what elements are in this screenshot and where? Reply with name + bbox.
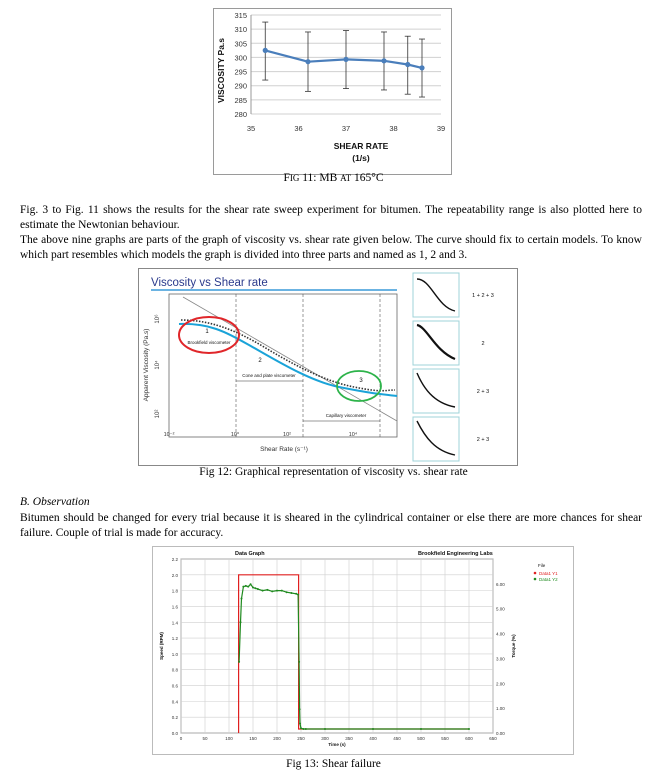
fig11-data-point (405, 62, 410, 67)
fig13-x-tick-label: 400 (369, 736, 377, 741)
fig11-chart (214, 9, 451, 174)
fig13-title-right: Brookfield Engineering Labs (418, 551, 493, 557)
fig11-y-tick-label: 315 (234, 11, 247, 20)
fig13-data-point (299, 708, 301, 710)
fig13-data-point (257, 588, 259, 590)
fig13-data-point (302, 728, 304, 730)
fig13-data-point (420, 728, 422, 730)
fig13-data-point (250, 583, 252, 585)
fig12-annotation-brookfield: Brookfield viscometer (187, 340, 231, 345)
fig13-data-point (281, 590, 283, 592)
fig11-x-tick-label: 38 (389, 124, 398, 133)
fig11-x-tick-label: 37 (341, 124, 351, 133)
fig11-y-tick-label: 310 (234, 25, 247, 35)
fig13-data-point (297, 594, 299, 596)
fig11-chart-frame (213, 8, 452, 175)
fig12-x-tick-label: 10⁴ (348, 432, 358, 438)
fig13-chart (153, 547, 573, 754)
fig13-legend-entry: Data1 Y1 (539, 571, 558, 576)
fig11-y-tick-label: 300 (234, 53, 247, 63)
fig13-data-point (240, 598, 242, 600)
fig11-caption: FIG 11: MB AT 165°C (283, 172, 384, 184)
fig11-y-tick-label: 285 (234, 95, 247, 105)
fig12-y-axis-label: Apparent Viscosity (Pa.s) (143, 328, 150, 402)
fig13-plot-area (181, 559, 493, 733)
fig11-x-axis-label: SHEAR RATE (333, 141, 389, 151)
fig13-x-tick-label: 200 (273, 736, 281, 741)
fig13-y-tick-label: 0.0 (171, 731, 178, 736)
fig13-x-tick-label: 100 (225, 736, 233, 741)
fig13-x-tick-label: 450 (393, 736, 401, 741)
fig13-x-tick-label: 150 (249, 736, 257, 741)
fig13-data-point (247, 586, 249, 588)
fig13-y2-axis-label: Torque (%) (511, 634, 516, 658)
fig13-y-tick-label: 0.6 (171, 683, 178, 689)
fig13-data-point (324, 728, 326, 730)
fig12-side-panel (413, 321, 485, 365)
fig12-y-tick-label: 10⁶ (155, 314, 161, 324)
fig13-y-tick-label: 1.4 (171, 620, 178, 626)
fig13-y-tick-label: 0.4 (171, 699, 178, 705)
fig12-side-panel-label: 2 + 3 (476, 437, 490, 443)
fig13-data-point (290, 592, 292, 594)
fig13-y2-tick-label: 2.00 (496, 681, 505, 687)
fig13-y-tick-label: 2.2 (171, 557, 178, 562)
fig13-data-point (254, 587, 256, 589)
fig13-legend-title: File (538, 563, 546, 568)
fig13-data-point (276, 590, 278, 592)
fig13-data-point (468, 728, 470, 730)
fig13-chart-frame (152, 546, 574, 755)
fig12-y-tick-label: 10² (155, 409, 161, 419)
fig12-chart-frame (138, 268, 518, 466)
fig13-legend-marker (534, 578, 537, 581)
fig12-side-panel (413, 273, 494, 317)
fig13-y2-tick-label: 4.00 (496, 631, 505, 637)
fig13-x-axis-label: Time (s) (328, 742, 346, 747)
fig11-data-point (343, 57, 348, 62)
fig13-x-tick-label: 0 (179, 736, 183, 741)
fig12-y-tick-label: 10⁴ (155, 360, 161, 370)
fig13-data-point (271, 590, 273, 592)
fig11-data-point (419, 65, 424, 70)
fig13-legend-entry: Data1 Y2 (539, 577, 558, 582)
fig13-data-point (286, 591, 288, 593)
fig12-chart (139, 269, 517, 465)
fig13-y-tick-label: 0.2 (171, 715, 178, 721)
fig13-title: Data Graph (235, 551, 265, 557)
fig13-caption: Fig 13: Shear failure (286, 758, 381, 770)
fig13-data-point (240, 621, 242, 623)
fig13-legend-marker (534, 572, 537, 575)
fig12-title: Viscosity vs Shear rate (151, 277, 268, 289)
paragraph-observation: Bitumen should be changed for every trial because it is sheared in the cylindrical container or else there are more chances for shear failure. Couple of trial is made for accuracy. (20, 512, 642, 539)
fig11-x-axis-unit: (1/s) (352, 153, 370, 163)
section-heading-observation: B. Observation (20, 496, 90, 508)
paragraph-nine-graphs: The above nine graphs are parts of the graph of viscosity vs. shear rate given below. The curve should fix to certain models. To know which part resembles which models the graph is divided into three parts and named as 1, 2 and 3. (20, 234, 642, 261)
fig13-y2-tick-label: 5.00 (496, 606, 505, 612)
fig13-data-point (372, 728, 374, 730)
fig13-y-tick-label: 1.6 (171, 604, 178, 610)
fig11-y-tick-label: 305 (234, 39, 247, 49)
fig11-data-point (305, 59, 310, 64)
fig12-x-tick-label: 10² (283, 432, 291, 438)
fig12-x-tick-label: 10⁰ (230, 432, 240, 438)
fig13-x-tick-label: 550 (441, 736, 449, 741)
fig13-x-tick-label: 600 (465, 736, 473, 741)
fig11-y-axis-label: VISCOSITY Pa.s (216, 37, 226, 104)
fig11-data-point (381, 58, 386, 63)
fig13-data-point (252, 586, 254, 588)
fig12-side-panel (413, 417, 489, 461)
fig13-x-tick-label: 50 (202, 736, 208, 741)
fig13-data-point (305, 728, 307, 730)
fig13-y2-tick-label: 0.00 (496, 731, 505, 736)
fig13-y-axis-label: Speed (RPM) (159, 632, 164, 660)
fig13-y-tick-label: 2.0 (171, 572, 178, 578)
fig13-data-point (262, 590, 264, 592)
fig13-x-tick-label: 250 (297, 736, 305, 741)
fig12-region-label: 3 (359, 378, 363, 384)
fig13-data-point (242, 586, 244, 588)
paragraph-results: Fig. 3 to Fig. 11 shows the results for the shear rate sweep experiment for bitumen. The repeatability range is also plotted here to estimate the Newtonian behaviour. (20, 204, 642, 231)
fig11-y-tick-label: 280 (234, 110, 247, 119)
fig13-data-point (298, 661, 300, 663)
fig12-side-panel-label: 1 + 2 + 3 (472, 293, 494, 299)
fig13-y2-tick-label: 6.00 (496, 581, 505, 587)
fig11-y-tick-label: 295 (234, 67, 247, 77)
fig13-y-tick-label: 1.8 (171, 588, 178, 594)
fig13-data-point (238, 661, 240, 663)
fig12-side-panel-label: 2 (481, 341, 485, 347)
fig12-side-panel-label: 2 + 3 (476, 389, 490, 395)
fig13-x-tick-label: 650 (489, 736, 497, 741)
fig13-x-tick-label: 350 (345, 736, 353, 741)
fig13-data-point (300, 727, 302, 729)
fig12-region-label: 1 (205, 329, 209, 335)
fig13-x-tick-label: 500 (417, 736, 425, 741)
fig12-region-label: 2 (258, 358, 262, 364)
fig12-annotation-cone-plate: Cone and plate viscometer (242, 373, 296, 378)
fig12-annotation-capillary: Capillary viscometer (325, 413, 367, 418)
fig13-x-tick-label: 300 (321, 736, 329, 741)
fig12-side-panel (413, 369, 489, 413)
fig11-y-tick-label: 290 (234, 81, 247, 91)
fig11-x-tick-label: 35 (246, 124, 256, 133)
fig12-caption: Fig 12: Graphical representation of viscosity vs. shear rate (199, 466, 468, 478)
fig12-x-tick-label: 10⁻² (163, 432, 175, 438)
fig13-y-tick-label: 0.8 (171, 667, 178, 673)
fig13-data-point (299, 723, 301, 725)
fig12-x-axis-label: Shear Rate (s⁻¹) (260, 446, 308, 453)
fig11-data-point (263, 48, 268, 53)
fig13-data-point (295, 593, 297, 595)
fig13-y2-tick-label: 3.00 (496, 656, 505, 662)
fig13-y-tick-label: 1.0 (171, 651, 178, 657)
fig11-x-tick-label: 36 (294, 124, 303, 133)
fig11-x-tick-label: 39 (436, 124, 446, 133)
fig13-data-point (266, 589, 268, 591)
fig13-y2-tick-label: 1.00 (496, 706, 505, 712)
fig13-y-tick-label: 1.2 (171, 636, 178, 642)
fig13-data-point (245, 585, 247, 587)
